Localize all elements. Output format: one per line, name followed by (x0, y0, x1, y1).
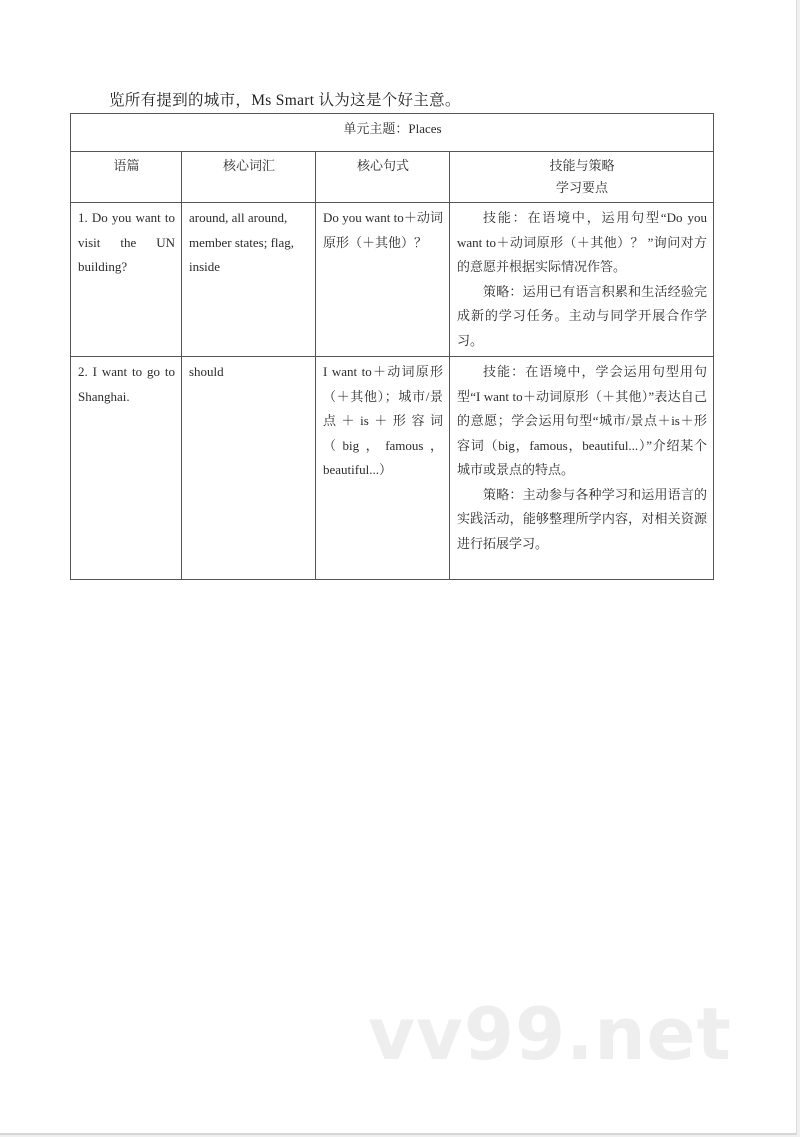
unit-theme: 单元主题：Places (71, 114, 714, 152)
cell-sentence: Do you want to＋动词原形（＋其他）？ (316, 203, 450, 357)
header-row (71, 152, 714, 203)
cell-vocabulary: should (182, 357, 316, 580)
cell-skills-strategy (450, 203, 714, 357)
watermark: vv99.net (368, 992, 732, 1076)
header-skills-line1: 技能与策略 (549, 158, 615, 173)
cell-vocabulary: around, all around, member states; flag, inside (182, 203, 316, 357)
cell-sentence: I want to＋动词原形（＋其他）；城市/景点＋is＋形容词（big，famous，beautiful...） (316, 357, 450, 580)
theme-row (71, 114, 714, 152)
table-row (71, 357, 714, 580)
header-skills-line2: 学习要点 (556, 180, 609, 195)
cell-text: 2. I want to go to Shanghai. (71, 357, 182, 580)
strategy-paragraph: 策略：运用已有语言积累和生活经验完成新的学习任务。主动与同学开展合作学习。 (457, 283, 708, 348)
strategy-paragraph: 策略：主动参与各种学习和运用语言的实践活动，能够整理所学内容，对相关资源进行拓展学习。 (457, 486, 708, 551)
skills-paragraph: 技能：在语境中，运用句型“Do you want to＋动词原形（＋其他）？ ”询问对方的意愿并根据实际情况作答。 (457, 210, 708, 274)
table-row (71, 203, 714, 357)
cell-text: 1. Do you want to visit the UN building? (71, 203, 182, 357)
unit-plan-table (70, 113, 714, 580)
header-vocabulary: 核心词汇 (182, 152, 316, 203)
header-sentence: 核心句式 (316, 152, 450, 203)
intro-sentence: 览所有提到的城市，Ms Smart 认为这是个好主意。 (109, 92, 461, 109)
header-text: 语篇 (71, 152, 182, 203)
skills-paragraph: 技能：在语境中，学会运用句型用句型“I want to＋动词原形（＋其他）”表达自己的意愿；学会运用句型“城市/景点＋is＋形容词（big，famous，beautiful...）”介绍某个城市或景点的特点。 (457, 364, 708, 477)
header-skills (450, 152, 714, 203)
cell-skills-strategy (450, 357, 714, 580)
